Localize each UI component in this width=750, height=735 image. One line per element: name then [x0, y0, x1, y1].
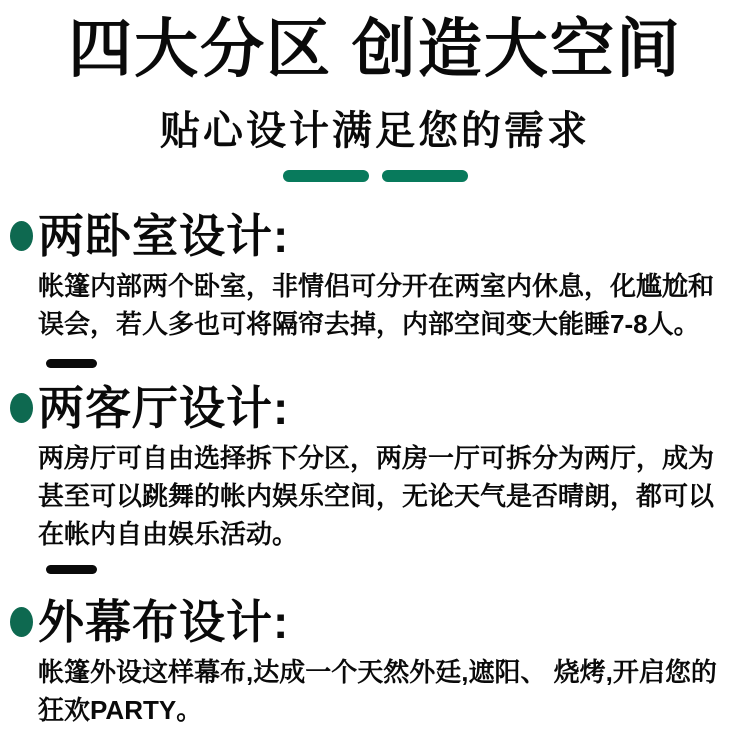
section-body: 两房厅可自由选择拆下分区，两房一厅可拆分为两厅，成为甚至可以跳舞的帐内娱乐空间，无论天气是否晴朗，都可以在帐内自由娱乐活动。 — [38, 443, 715, 549]
section-heading: 两客厅设计: — [38, 382, 290, 434]
page-subtitle: 贴心设计满足您的需求 — [160, 109, 590, 153]
divider-dash-icon — [46, 565, 97, 574]
section-two-living-rooms — [10, 382, 740, 553]
accent-dash-group — [0, 170, 750, 182]
circle-bullet-icon — [10, 221, 33, 251]
section-heading-row — [10, 210, 740, 262]
accent-dash-left-icon — [283, 170, 369, 182]
section-heading: 两卧室设计: — [38, 210, 290, 262]
feature-sections — [0, 210, 750, 729]
accent-dash-right-icon — [382, 170, 468, 182]
circle-bullet-icon — [10, 607, 33, 637]
section-heading-row — [10, 596, 740, 648]
circle-bullet-icon — [10, 393, 33, 423]
divider-dash-icon — [46, 359, 97, 368]
section-two-bedrooms — [10, 210, 740, 343]
section-heading: 外幕布设计: — [38, 596, 290, 648]
section-outer-curtain — [10, 596, 740, 729]
section-body: 帐篷外设这样幕布,达成一个天然外廷,遮阳、 烧烤,开启您的狂欢PARTY。 — [38, 657, 717, 725]
page-title: 四大分区 创造大空间 — [68, 13, 682, 85]
section-body: 帐篷内部两个卧室，非情侣可分开在两室内休息，化尴尬和误会，若人多也可将隔帘去掉，内部空间变大能睡7-8人。 — [38, 271, 715, 339]
section-heading-row — [10, 382, 740, 434]
